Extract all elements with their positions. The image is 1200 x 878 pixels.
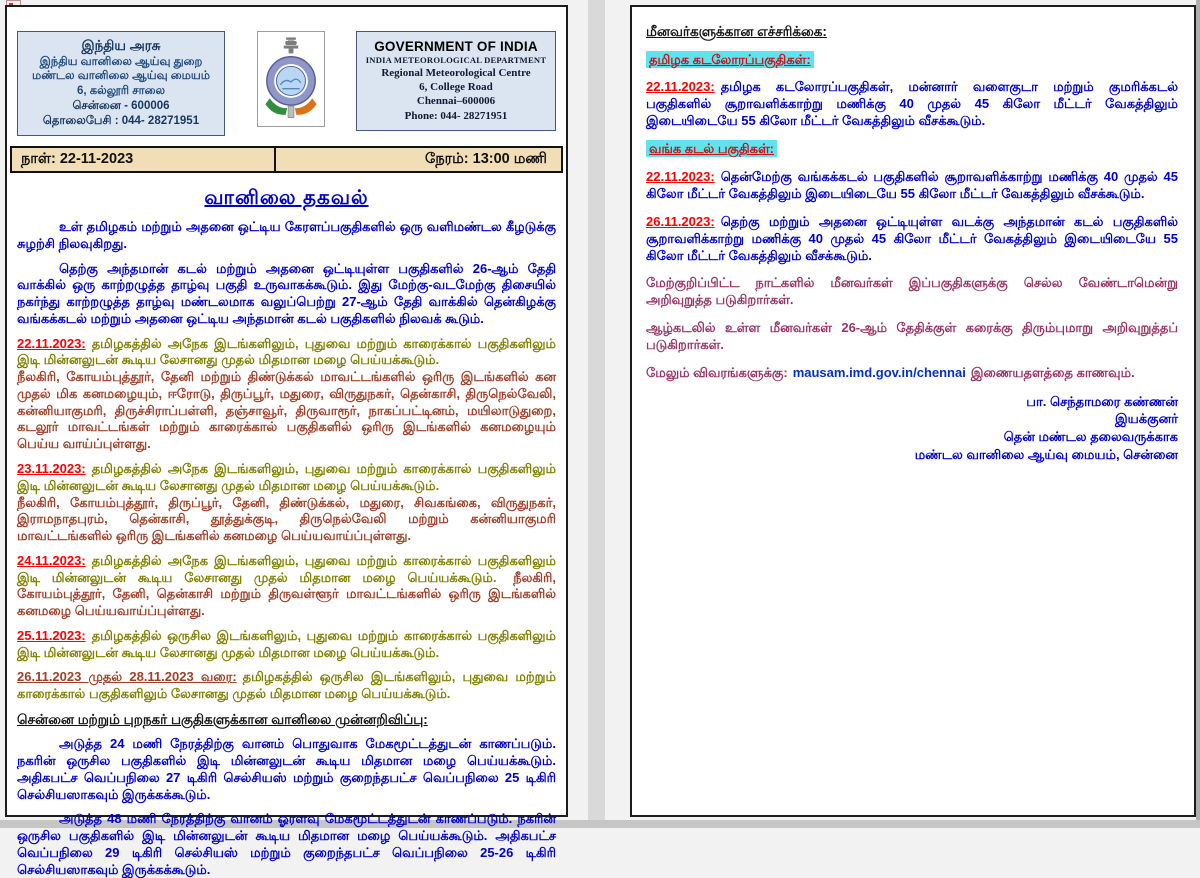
chennai-24h-forecast: அடுத்த 24 மணி நேரத்திற்கு வானம் பொதுவாக மேகமூட்டத்துடன் காணப்படும். நகரின் ஒருசில பகுதிகளில் இடி மின்னலுடன் கூடிய மிதமான மழை பெய்யக்கூடும். அதிகபட்ச வெப்பநிலை 27 டிகிரி செல்சியஸ் மற்றும் குறைந்தபட்ச வெப்பநிலை 25 டிகிரி செல்சியஸாகவும் இருக்கக்கூடும். xyxy=(17,736,556,802)
advisory-do-not-venture: மேற்குறிப்பிட்ட நாட்களில் மீனவர்கள் இப்பகுதிகளுக்கு செல்ல வேண்டாமென்று அறிவுறுத்த படுகிறார்கள். xyxy=(646,275,1178,308)
forecast-26-28-11 xyxy=(17,669,556,703)
signature-block xyxy=(646,393,1178,463)
forecast-main: தமிழகத்தில் ஒருசில இடங்களிலும், புதுவை மற்றும் காரைக்கால் பகுதிகளிலும் இடி மின்னலுடன் கூடிய லேசானது முதல் மிதமான மழை பெய்யக்கூடும். xyxy=(17,627,556,660)
warning-text: தென்மேற்கு வங்கக்கடல் பகுதிகளில் சூறாவளிக்காற்று மணிக்கு 40 முதல் 45 கிலோ மீட்டர் வேகத்திலும் இடையிடையே 55 கிலோ மீட்டர் வேகத்திலும் வீசக்கூடும். xyxy=(646,169,1178,201)
tamil-dept-line: இந்திய வானிலை ஆய்வு துறை xyxy=(39,55,203,68)
warning-coast-22-11 xyxy=(646,79,1178,130)
warning-date: 22.11.2023: xyxy=(646,79,715,95)
signatory-title: இயக்குனர் xyxy=(1115,411,1178,427)
warning-andaman-26-11 xyxy=(646,214,1178,265)
page-title: வானிலை தகவல் xyxy=(204,187,369,210)
letterhead xyxy=(17,31,556,136)
eng-phone-line: Phone: 044- 28271951 xyxy=(404,109,508,122)
forecast-25-11 xyxy=(17,628,556,662)
bay-heading-wrap xyxy=(646,141,1178,158)
english-address-box xyxy=(356,31,556,131)
more-info-prefix: மேலும் விவரங்களுக்கு: xyxy=(646,365,788,381)
forecast-main: தமிழகத்தில் ஒருசில இடங்களிலும், புதுவை மற்றும் காரைக்கால் பகுதிகளிலும் லேசானது முதல் மிதமான மழை பெய்யக்கூடும். xyxy=(17,669,557,702)
forecast-main: தமிழகத்தில் அநேக இடங்களிலும், புதுவை மற்றும் காரைக்கால் பகுதிகளிலும் இடி மின்னலுடன் கூடிய லேசானது முதல் மிதமான மழை பெய்யக்கூடும். xyxy=(17,335,556,368)
tamil-centre-line: மண்டல வானிலை ஆய்வு மையம் xyxy=(31,70,211,83)
page-2 xyxy=(630,5,1196,817)
forecast-22-11 xyxy=(17,336,556,453)
eng-dept-line: INDIA METEOROLOGICAL DEPARTMENT xyxy=(365,55,547,66)
forecast-date: 23.11.2023: xyxy=(17,460,86,476)
page-1 xyxy=(5,5,568,877)
tn-coast-heading: தமிழக கடலோரப்பகுதிகள்: xyxy=(646,51,814,68)
signatory-for: தென் மண்டல தலைவருக்காக xyxy=(1003,429,1178,444)
forecast-date: 24.11.2023: xyxy=(17,552,86,568)
warning-date: 22.11.2023: xyxy=(646,169,715,184)
warning-text: தெற்கு மற்றும் அதனை ஒட்டியுள்ள வடக்கு அந்தமான் கடல் பகுதிகளில் சூறாவளிக்காற்று மணிக்கு 40 முதல் 45 கிலோ மீட்டர் வேகத்திலும் இடையிடையே 55 கிலோ மீட்டர் வேகத்திலும் வீசக்கூடும். xyxy=(646,213,1178,263)
imd-emblem-logo xyxy=(257,31,325,127)
forecast-24-11 xyxy=(17,553,556,620)
forecast-date: 22.11.2023: xyxy=(17,335,86,351)
chennai-48h-forecast: அடுத்த 48 மணி நேரத்திற்கு வானம் ஓரளவு மேகமூட்டத்துடன் காணப்படும். நகரின் ஒருசில பகுதிகளில் இடி மின்னலுடன் கூடிய மிதமான மழை பெய்யக்கூடும். அதிகபட்ச வெப்பநிலை 29 டிகிரி செல்சியஸ் மற்றும் குறைந்தபட்ச வெப்பநிலை 25-26 டிகிரி செல்சியஸாகவும் இருக்கக்கூடும். xyxy=(17,811,556,877)
more-info-suffix: இணையதளத்தை காணவும். xyxy=(970,365,1135,381)
imd-chennai-link[interactable]: mausam.imd.gov.in/chennai xyxy=(792,365,966,381)
tamil-street-line: 6, கல்லூரி சாலை xyxy=(76,85,166,98)
time-label: நேரம்: 13:00 மணி xyxy=(425,151,547,168)
viewer-right-edge xyxy=(1196,0,1200,828)
forecast-main: தமிழகத்தில் அநேக இடங்களிலும், புதுவை மற்றும் காரைக்கால் பகுதிகளிலும் இடி மின்னலுடன் கூடிய லேசானது முதல் மிதமான மழை பெய்யக்கூடும். xyxy=(17,460,556,493)
eng-street-line: 6, College Road xyxy=(419,81,493,94)
tamil-phone-line: தொலைபேசி : 044- 28271951 xyxy=(42,115,200,128)
forecast-districts: நீலகிரி, கோயம்புத்தூர், திருப்பூர், தேனி, திண்டுக்கல், மதுரை, சிவகங்கை, விருதுநகர், இராமநாதபுரம், தென்காசி, தூத்துக்குடி, திருநெல்வேலி மற்றும் கன்னியாகுமரி மாவட்டங்களில் ஒரிரு இடங்களில் கனமழை பெய்யவாய்ப்புள்ளது. xyxy=(17,494,556,544)
more-info-line xyxy=(646,365,1178,382)
tamil-city-line: சென்னை - 600006 xyxy=(72,100,170,113)
eng-city-line: Chennai–600006 xyxy=(416,95,496,108)
intro-paragraph-2: தெற்கு அந்தமான் கடல் மற்றும் அதனை ஒட்டியுள்ள பகுதிகளில் 26-ஆம் தேதி வாக்கில் ஒரு காற்றழுத்த தாழ்வு பகுதி உருவாகக்கூடும். இது மேற்கு-வடமேற்கு திசையில் நகர்ந்து காற்றழுத்த தாழ்வு மண்டலமாக வலுப்பெற்று 27-ஆம் தேதி வாக்கில் தென்கிழக்கு வங்கக்கடல் மற்றும் அதனை ஒட்டிய அந்தமான் கடல் பகுதிகளில் நிலவக் கூடும். xyxy=(17,260,556,326)
signatory-name: பா. செந்தாமரை கண்ணன் xyxy=(1026,393,1178,409)
chennai-forecast-heading: சென்னை மற்றும் புறநகர் பகுதிகளுக்கான வானிலை முன்னறிவிப்பு: xyxy=(17,711,428,727)
fishermen-warning-body xyxy=(632,7,1194,463)
imd-emblem-graphic xyxy=(262,36,320,122)
intro-paragraph-1: உள் தமிழகம் மற்றும் அதனை ஒட்டிய கேரளப்பகுதிகளில் ஒரு வளிமண்டல கீழடுக்கு சுழற்சி நிலவுகிறது. xyxy=(17,219,556,251)
forecast-districts: நீலகிரி, கோயம்புத்தூர், தேனி, தென்காசி மற்றும் திருவள்ளூர் மாவட்டங்களில் ஒரிரு இடங்களில் கனமழை பெய்யவாய்ப்புள்ளது. xyxy=(17,569,556,619)
forecast-districts: நீலகிரி, கோயம்புத்தூர், தேனி மற்றும் திண்டுக்கல் மாவட்டங்களில் ஒரிரு இடங்களில் கன முதல் மிக கனமழையும், ஈரோடு, திருப்பூர், மதுரை, விருதுநகர், தென்காசி, திருநெல்வேலி, கன்னியாகுமரி, திருச்சிராப்பள்ளி, தஞ்சாவூர், திருவாரூர், நாகப்பட்டினம், மயிலாடுதுறை, கடலூர் மாவட்டங்கள் மற்றும் காரைக்கால் பகுதிகளில் ஒரிரு இடங்களில் கனமழையும் பெய்ய வாய்ப்புள்ளது. xyxy=(17,369,556,452)
eng-centre-line: Regional Meteorological Centre xyxy=(381,67,531,80)
eng-govt-line: GOVERNMENT OF INDIA xyxy=(374,39,538,54)
fishermen-warning-heading: மீனவர்களுக்கான எச்சரிக்கை: xyxy=(646,24,827,39)
warning-date: 26.11.2023: xyxy=(646,213,715,229)
advisory-return-to-shore: ஆழ்கடலில் உள்ள மீனவர்கள் 26-ஆம் தேதிக்குள் கரைக்கு திரும்புமாறு அறிவுறுத்தப் படுகிறார்கள். xyxy=(646,320,1178,353)
page-gutter xyxy=(588,0,605,828)
signatory-office: மண்டல வானிலை ஆய்வு மையம், சென்னை xyxy=(914,446,1178,462)
date-time-bar xyxy=(10,146,563,173)
warning-bay-22-11 xyxy=(646,169,1178,203)
bay-heading: வங்க கடல் பகுதிகள்: xyxy=(646,140,777,157)
tamil-address-box xyxy=(17,31,225,136)
bulletin-body xyxy=(7,173,566,878)
forecast-date-range: 26.11.2023 முதல் 28.11.2023 வரை: xyxy=(17,669,237,685)
forecast-main: தமிழகத்தில் அநேக இடங்களிலும், புதுவை மற்றும் காரைக்கால் பகுதிகளிலும் இடி மின்னலுடன் கூடிய லேசானது முதல் மிதமான மழை பெய்யக்கூடும். xyxy=(17,552,556,585)
tn-coast-heading-wrap xyxy=(646,52,1178,69)
forecast-date: 25.11.2023: xyxy=(17,627,86,643)
warning-text: தமிழக கடலோரப்பகுதிகள், மன்னார் வளைகுடா மற்றும் குமரிக்கடல் பகுதிகளில் சூறாவளிக்காற்று மணிக்கு 40 முதல் 45 கிலோ மீட்டர் வேகத்திலும் இடையிடையே 55 கிலோ மீட்டர் வேகத்திலும் வீசக்கூடும். xyxy=(646,79,1178,129)
tamil-govt-line: இந்திய அரசு xyxy=(81,38,161,53)
forecast-23-11 xyxy=(17,461,556,545)
date-label: நாள்: 22-11-2023 xyxy=(12,148,276,171)
